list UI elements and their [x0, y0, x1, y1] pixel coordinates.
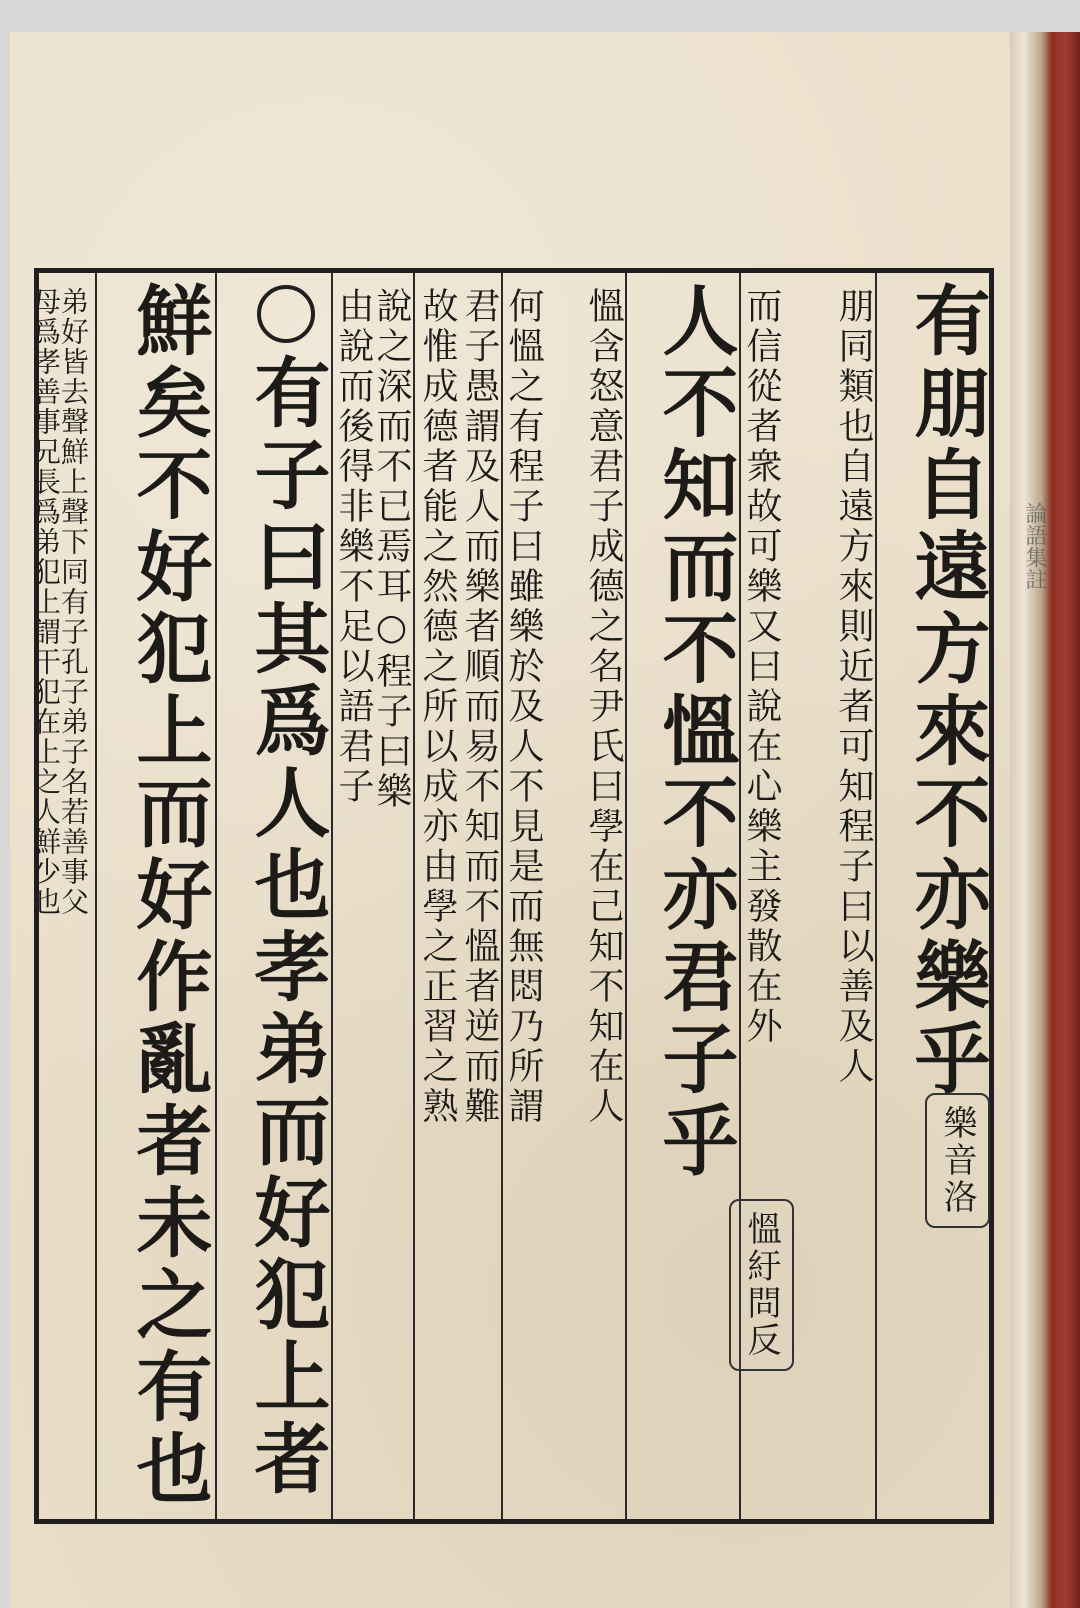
- column-divider: [215, 273, 217, 1519]
- column-divider: [625, 273, 627, 1519]
- main-line-3: 有子曰其爲人也孝弟而好犯上者: [242, 353, 331, 1501]
- spine-label: 論語集註: [1022, 502, 1047, 590]
- minor-column-8: 由說而後得非樂不足以語君子: [333, 287, 374, 807]
- minor-line-2: 而信從者衆故可樂又曰說在心樂主發散在外: [741, 287, 782, 1047]
- main-column-4: 鮮矣不好犯上而好作亂者未之有也: [124, 281, 213, 1511]
- minor-column-9: 弟好皆去聲鮮上聲下同有子孔子弟子名若善事父: [57, 287, 90, 917]
- main-column-1: 有朋自遠方來不亦樂乎: [902, 281, 991, 1101]
- minor-column-4: 何慍之有程子曰雖樂於及人不見是而無悶乃所謂: [503, 287, 544, 1127]
- column-divider: [501, 273, 503, 1519]
- minor-column-3: 慍含怒意君子成德之名尹氏曰學在己知不知在人: [583, 287, 624, 1127]
- column-divider: [875, 273, 877, 1519]
- text-frame: [29, 268, 994, 1524]
- column-divider: [331, 273, 333, 1519]
- column-divider: [413, 273, 415, 1519]
- pronunciation-note-yun: 慍紆問反: [729, 1199, 794, 1371]
- book-spine: [1010, 32, 1080, 1608]
- minor-column-6: 故惟成德者能之然德之所以成亦由學之正習之熟: [417, 287, 458, 1127]
- circle-marker: [257, 285, 315, 343]
- minor-column-5: 君子愚謂及人而樂者順而易不知而不慍者逆而難: [459, 287, 500, 1127]
- minor-column-1: [783, 273, 875, 1519]
- minor-column-7: 說之深而不已焉耳○程子曰樂: [371, 287, 412, 812]
- main-column-2: 人不知而不慍不亦君子乎: [650, 281, 739, 1183]
- minor-line-1: 朋同類也自遠方來則近者可知程子曰以善及人: [833, 287, 874, 1087]
- pronunciation-note-le: 樂音洛: [925, 1093, 990, 1228]
- minor-column-10: 母爲孝善事兄長爲弟犯上謂干犯在上之人鮮少也: [29, 287, 62, 917]
- column-divider: [95, 273, 97, 1519]
- main-column-3: [221, 273, 331, 1519]
